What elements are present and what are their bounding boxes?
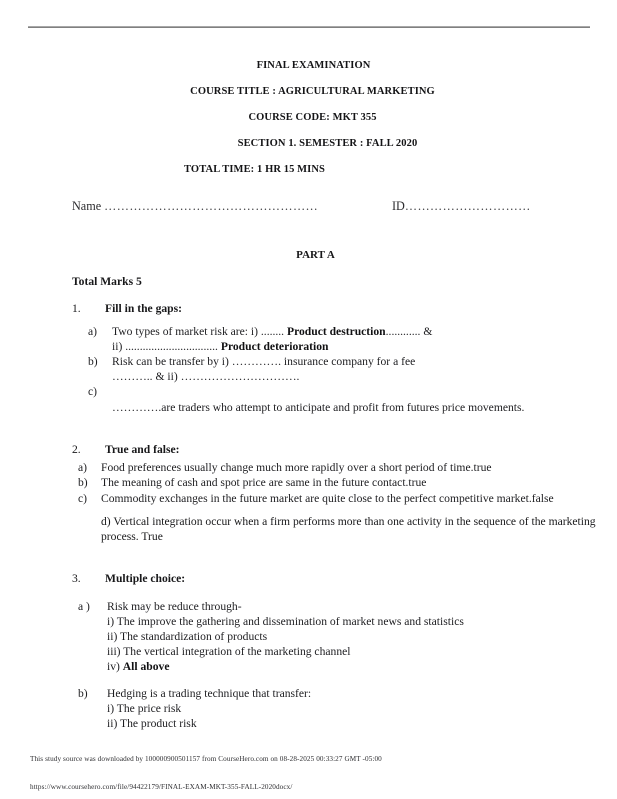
q1-item-c-body: ………….are traders who attempt to anticipate and profit from futures price movements. [112, 401, 525, 415]
question-1 [0, 302, 617, 415]
question-1-number: 1. [72, 302, 81, 315]
question-3-number: 3. [72, 571, 81, 585]
q1-item-b-line2: ……….. & ii) …………………………. [112, 370, 300, 384]
id-field [392, 199, 531, 214]
q3-a-option-iv-prefix: iv) [107, 659, 123, 673]
q1-item-a-marker: a) [88, 325, 98, 338]
question-1-label: Fill in the gaps: [105, 302, 182, 315]
question-1-items [0, 324, 617, 415]
source-url[interactable]: https://www.coursehero.com/file/94422179/FINAL-EXAM-MKT-355-FALL-2020docx/ [30, 783, 293, 791]
q3-item-a [0, 599, 617, 674]
download-notice: This study source was downloaded by 100000900501157 from CourseHero.com on 08-28-2025 00:33:27 GMT -05:00 [30, 755, 382, 763]
q3-item-a-marker: a ) [78, 599, 90, 613]
q2-item-b [0, 475, 617, 490]
question-3-items-b [0, 686, 617, 731]
q1-item-a [0, 324, 617, 354]
part-heading: PART A [296, 249, 335, 261]
q3-item-a-stem: Risk may be reduce through- [107, 599, 242, 613]
question-2 [0, 443, 617, 543]
q3-b-option-i[interactable]: i) The price risk [107, 702, 182, 716]
question-2-items [0, 460, 617, 505]
q3-item-b [0, 686, 617, 731]
q3-b-option-ii[interactable]: ii) The product risk [107, 717, 197, 731]
q1-item-c-marker: c) [88, 385, 98, 399]
q2-item-c-marker: c) [78, 491, 88, 505]
question-3-items [0, 599, 617, 674]
total-time [0, 164, 617, 175]
question-1-head [72, 302, 617, 318]
total-time-text: TOTAL TIME: 1 HR 15 MINS [184, 164, 325, 175]
q3-a-option-i[interactable]: i) The improve the gathering and dissemination of market news and statistics [107, 614, 464, 628]
name-blank-dots[interactable]: …………………………………………… [104, 199, 319, 213]
q2-item-c-text: Commodity exchanges in the future market are quite close to the perfect competitive market.false [101, 491, 554, 505]
section-semester: SECTION 1. SEMESTER : FALL 2020 [237, 138, 418, 149]
q1-a-line2-pre: ii) ................................ [112, 340, 221, 354]
question-3 [0, 572, 617, 732]
q3-item-b-stem: Hedging is a trading technique that transfer: [107, 687, 312, 700]
name-label: Name [72, 199, 102, 213]
q2-item-c [0, 491, 617, 506]
q1-item-b-line1: Risk can be transfer by i) …………. insurance company for a fee [112, 355, 416, 369]
q2-item-a-text: Food preferences usually change much more rapidly over a short period of time.true [101, 461, 492, 475]
question-2-number: 2. [72, 443, 81, 457]
exam-title: FINAL EXAMINATION [256, 60, 371, 71]
name-field [72, 199, 318, 214]
course-title: COURSE TITLE : AGRICULTURAL MARKETING [190, 86, 435, 97]
q3-a-option-iii[interactable]: iii) The vertical integration of the marketing channel [107, 644, 351, 658]
name-id-line [0, 199, 617, 217]
q1-a-line1-pre: Two types of market risk are: i) ........ [112, 325, 287, 338]
id-blank-dots[interactable]: ………………………… [404, 199, 531, 213]
total-marks: Total Marks 5 [72, 275, 142, 288]
q1-a-answer-2: Product deterioration [220, 340, 329, 354]
q1-item-b-marker: b) [88, 355, 98, 369]
q1-item-c [0, 384, 617, 415]
question-2-label: True and false: [105, 443, 180, 457]
q2-item-a-marker: a) [78, 461, 88, 475]
question-3-head [72, 572, 617, 588]
q2-item-a [0, 460, 617, 475]
header-divider [28, 26, 590, 28]
q1-item-a-line1 [112, 324, 617, 339]
q2-item-b-marker: b) [78, 476, 88, 490]
q3-a-option-iv[interactable] [107, 659, 617, 674]
q1-a-line1-post: ............ & [385, 325, 433, 338]
q3-item-b-marker: b) [78, 687, 88, 700]
q2-item-d-text: d) Vertical integration occur when a firm performs more than one activity in the sequence of the marketing process. True [101, 514, 596, 543]
page-footer [30, 755, 590, 791]
q1-item-a-line2 [112, 339, 617, 354]
q3-a-option-ii[interactable]: ii) The standardization of products [107, 629, 268, 643]
q2-item-b-text: The meaning of cash and spot price are same in the future contact.true [101, 476, 427, 490]
question-2-head [72, 443, 617, 459]
course-code: COURSE CODE: MKT 355 [248, 112, 377, 123]
q3-a-option-iv-label: All above [122, 659, 170, 673]
document-content [0, 60, 617, 731]
q1-a-answer-1: Product destruction [286, 325, 386, 338]
question-3-label: Multiple choice: [105, 571, 186, 585]
id-label: ID [392, 199, 405, 213]
q1-item-b [0, 354, 617, 384]
